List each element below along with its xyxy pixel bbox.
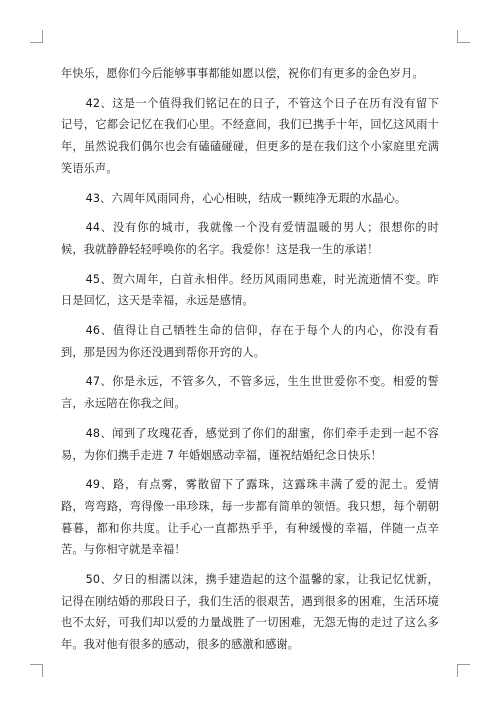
paragraph-46: 46、值得让自己牺牲生命的信仰，存在于每个人的内心，你没有看到，那是因为你还没遇到帮你开窍的人。 xyxy=(61,324,439,359)
paragraph-49: 49、路，有点雾，雾散留下了露珠，这露珠丰满了爱的泥土。爱情路，弯弯路，弯得像一串珍珠，每一步都有简单的领悟。我只想，每个朝朝暮暮，都和你共度。让手心一直都热乎乎，有种缓慢的幸福，伴随一点辛苦。与你相守就是幸福！ xyxy=(61,478,439,557)
paragraph-48: 48、闻到了玫瑰花香，感觉到了你们的甜蜜，你们牵手走到一起不容易，为你们携手走进 7 年婚姻感动幸福，谨祝结婚纪念日快乐！ xyxy=(61,426,439,462)
paragraph-47: 47、你是永远，不管多久，不管多远，生生世世爱你不变。相爱的誓言，永远陪在你我之间。 xyxy=(61,375,439,411)
paragraph-44: 44、没有你的城市，我就像一个没有爱情温暖的男人；很想你的时候，我就静静轻轻呼唤你的名字。我爱你！这是我一生的承诺！ xyxy=(61,221,439,256)
paragraph-continuation: 年快乐，愿你们今后能够事事都能如愿以偿，祝你们有更多的金色岁月。 xyxy=(61,67,424,80)
paragraph-43: 43、六周年风雨同舟，心心相映，结成一颗纯净无瑕的水晶心。 xyxy=(85,191,407,205)
paragraph-45: 45、贺六周年，白首永相伴。经历风雨同患难，时光流逝情不变。昨日是回忆，这天是幸福，永远是感情。 xyxy=(61,272,439,308)
paragraph-42: 42、这是一个值得我们铭记在的日子，不管这个日子在历有没有留下记号，它都会记忆在我们心里。不经意间，我们已携手十年，回忆这风雨十年，虽然说我们偶尔也会有磕磕碰碰，但更多的是在我们这个小家庭里充满笑语乐声。 xyxy=(61,96,439,175)
crop-mark-bottom-right xyxy=(457,664,470,677)
document-body xyxy=(61,63,439,664)
crop-mark-top-left xyxy=(30,30,43,43)
crop-mark-top-right xyxy=(457,30,470,43)
crop-mark-bottom-left xyxy=(30,664,43,677)
paragraph-50: 50、夕日的相濡以沫，携手建造起的这个温馨的家，让我记忆忧新，记得在刚结婚的那段日子，我们生活的很艰苦，遇到很多的困难，生活环境也不太好，可我们却以爱的力量战胜了一切困难，无怨无悔的走过了这么多年。我对他有很多的感动，很多的感激和感谢。 xyxy=(61,573,439,652)
